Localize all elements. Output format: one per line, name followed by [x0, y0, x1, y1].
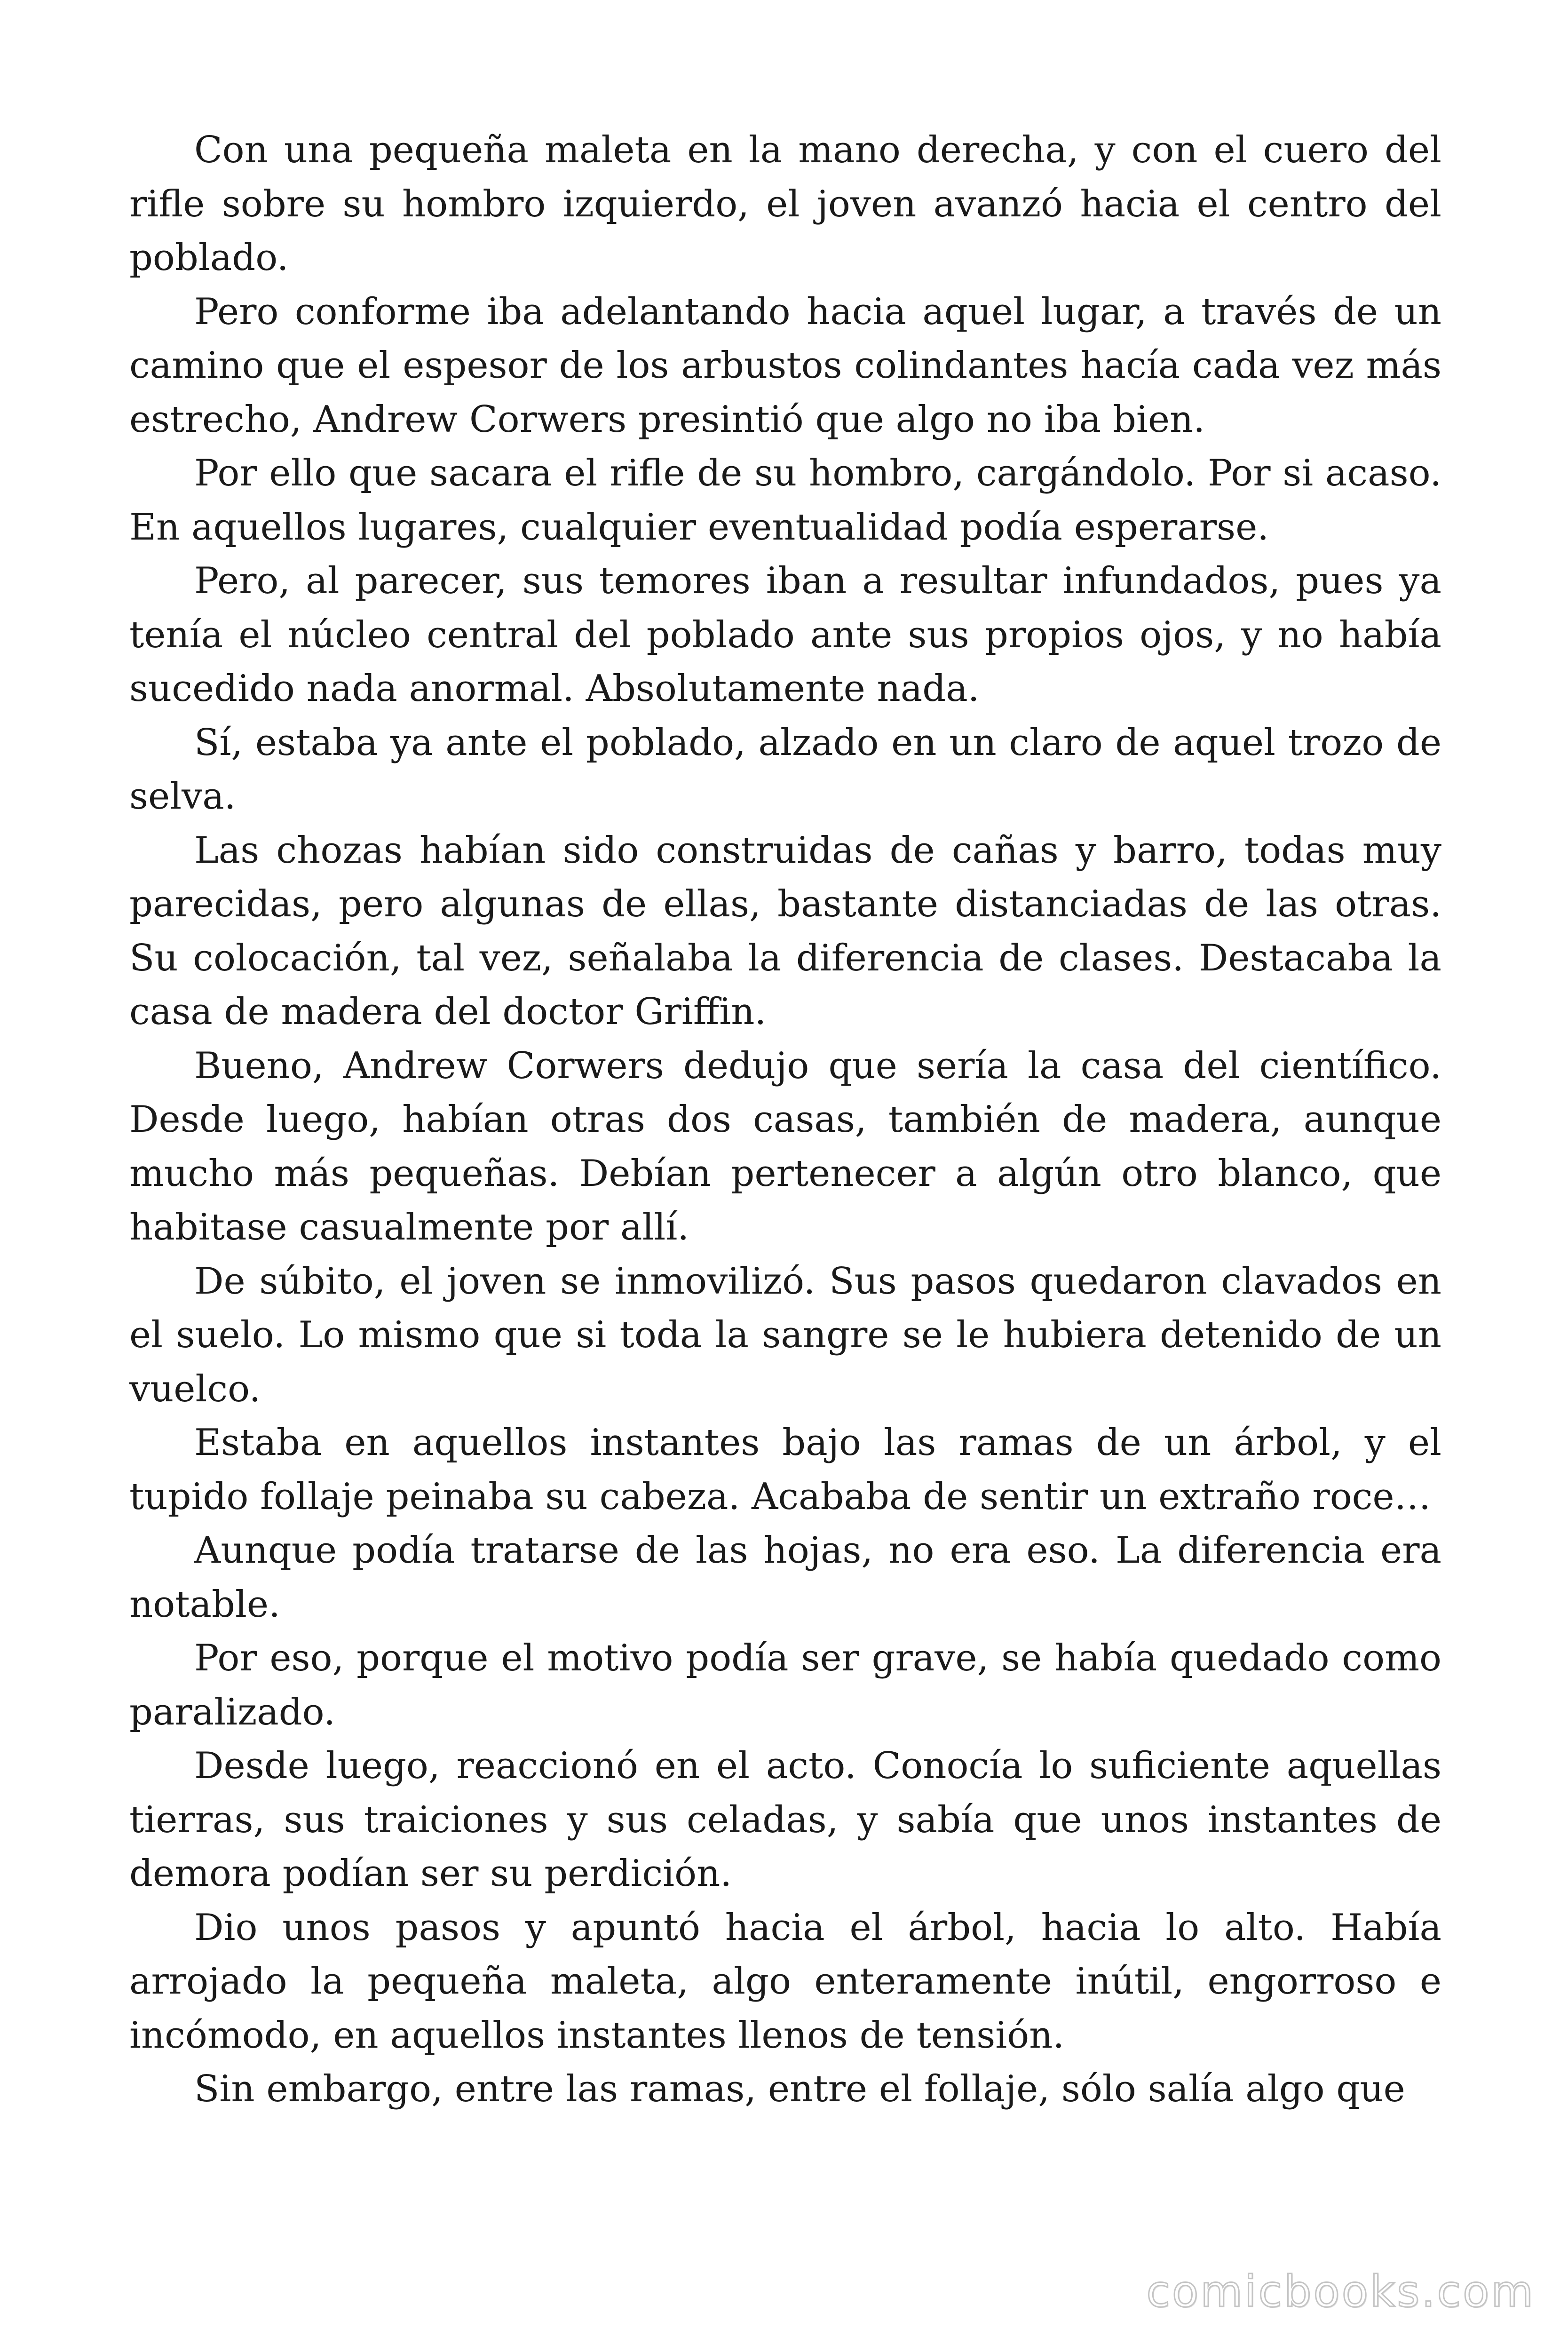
body-text: [129, 123, 1441, 2116]
paragraph: Bueno, Andrew Corwers dedujo que sería la casa del científico. Desde luego, habían otras dos casas, también de madera, aunque mucho más pequeñas. Debían pertenecer a algún otro blanco, que habitase casualmente por allí.: [129, 1044, 1441, 1248]
paragraph: Las chozas habían sido construidas de cañas y barro, todas muy parecidas, pero algunas de ellas, bastante distanciadas de las otras. Su colocación, tal vez, señalaba la diferencia de clases. Destacaba la casa de madera del doctor Griffin.: [129, 829, 1441, 1033]
paragraph: Con una pequeña maleta en la mano derecha, y con el cuero del rifle sobre su hombro izquierdo, el joven avanzó hacia el centro del poblado.: [129, 129, 1441, 279]
paragraph: Por ello que sacara el rifle de su hombro, cargándolo. Por si acaso. En aquellos lugares, cualquier eventualidad podía esperarse.: [129, 452, 1441, 548]
paragraph: Sí, estaba ya ante el poblado, alzado en un claro de aquel trozo de selva.: [129, 721, 1441, 818]
paragraph: Por eso, porque el motivo podía ser grave, se había quedado como paralizado.: [129, 1637, 1441, 1733]
paragraph: Aunque podía tratarse de las hojas, no era eso. La diferencia era notable.: [129, 1529, 1441, 1626]
paragraph: De súbito, el joven se inmovilizó. Sus pasos quedaron clavados en el suelo. Lo mismo que si toda la sangre se le hubiera detenido de un vuelco.: [129, 1260, 1441, 1410]
paragraph: Pero conforme iba adelantando hacia aquel lugar, a través de un camino que el espesor de los arbustos colindantes hacía cada vez más estrecho, Andrew Corwers presintió que algo no iba bien.: [129, 290, 1441, 441]
watermark: comicbooks.com: [1146, 2266, 1535, 2317]
paragraph: Dio unos pasos y apuntó hacia el árbol, hacia lo alto. Había arrojado la pequeña maleta, algo enteramente inútil, engorroso e incómodo, en aquellos instantes llenos de tensión.: [129, 1906, 1441, 2057]
paragraph: Pero, al parecer, sus temores iban a resultar infundados, pues ya tenía el núcleo central del poblado ante sus propios ojos, y no había sucedido nada anormal. Absolutamente nada.: [129, 560, 1441, 710]
paragraph: Estaba en aquellos instantes bajo las ramas de un árbol, y el tupido follaje peinaba su cabeza. Acababa de sentir un extraño roce…: [129, 1422, 1441, 1518]
paragraph: Sin embargo, entre las ramas, entre el follaje, sólo salía algo que: [194, 2068, 1405, 2110]
paragraph: Desde luego, reaccionó en el acto. Conocía lo suficiente aquellas tierras, sus traiciones y sus celadas, y sabía que unos instantes de demora podían ser su perdición.: [129, 1745, 1441, 1895]
